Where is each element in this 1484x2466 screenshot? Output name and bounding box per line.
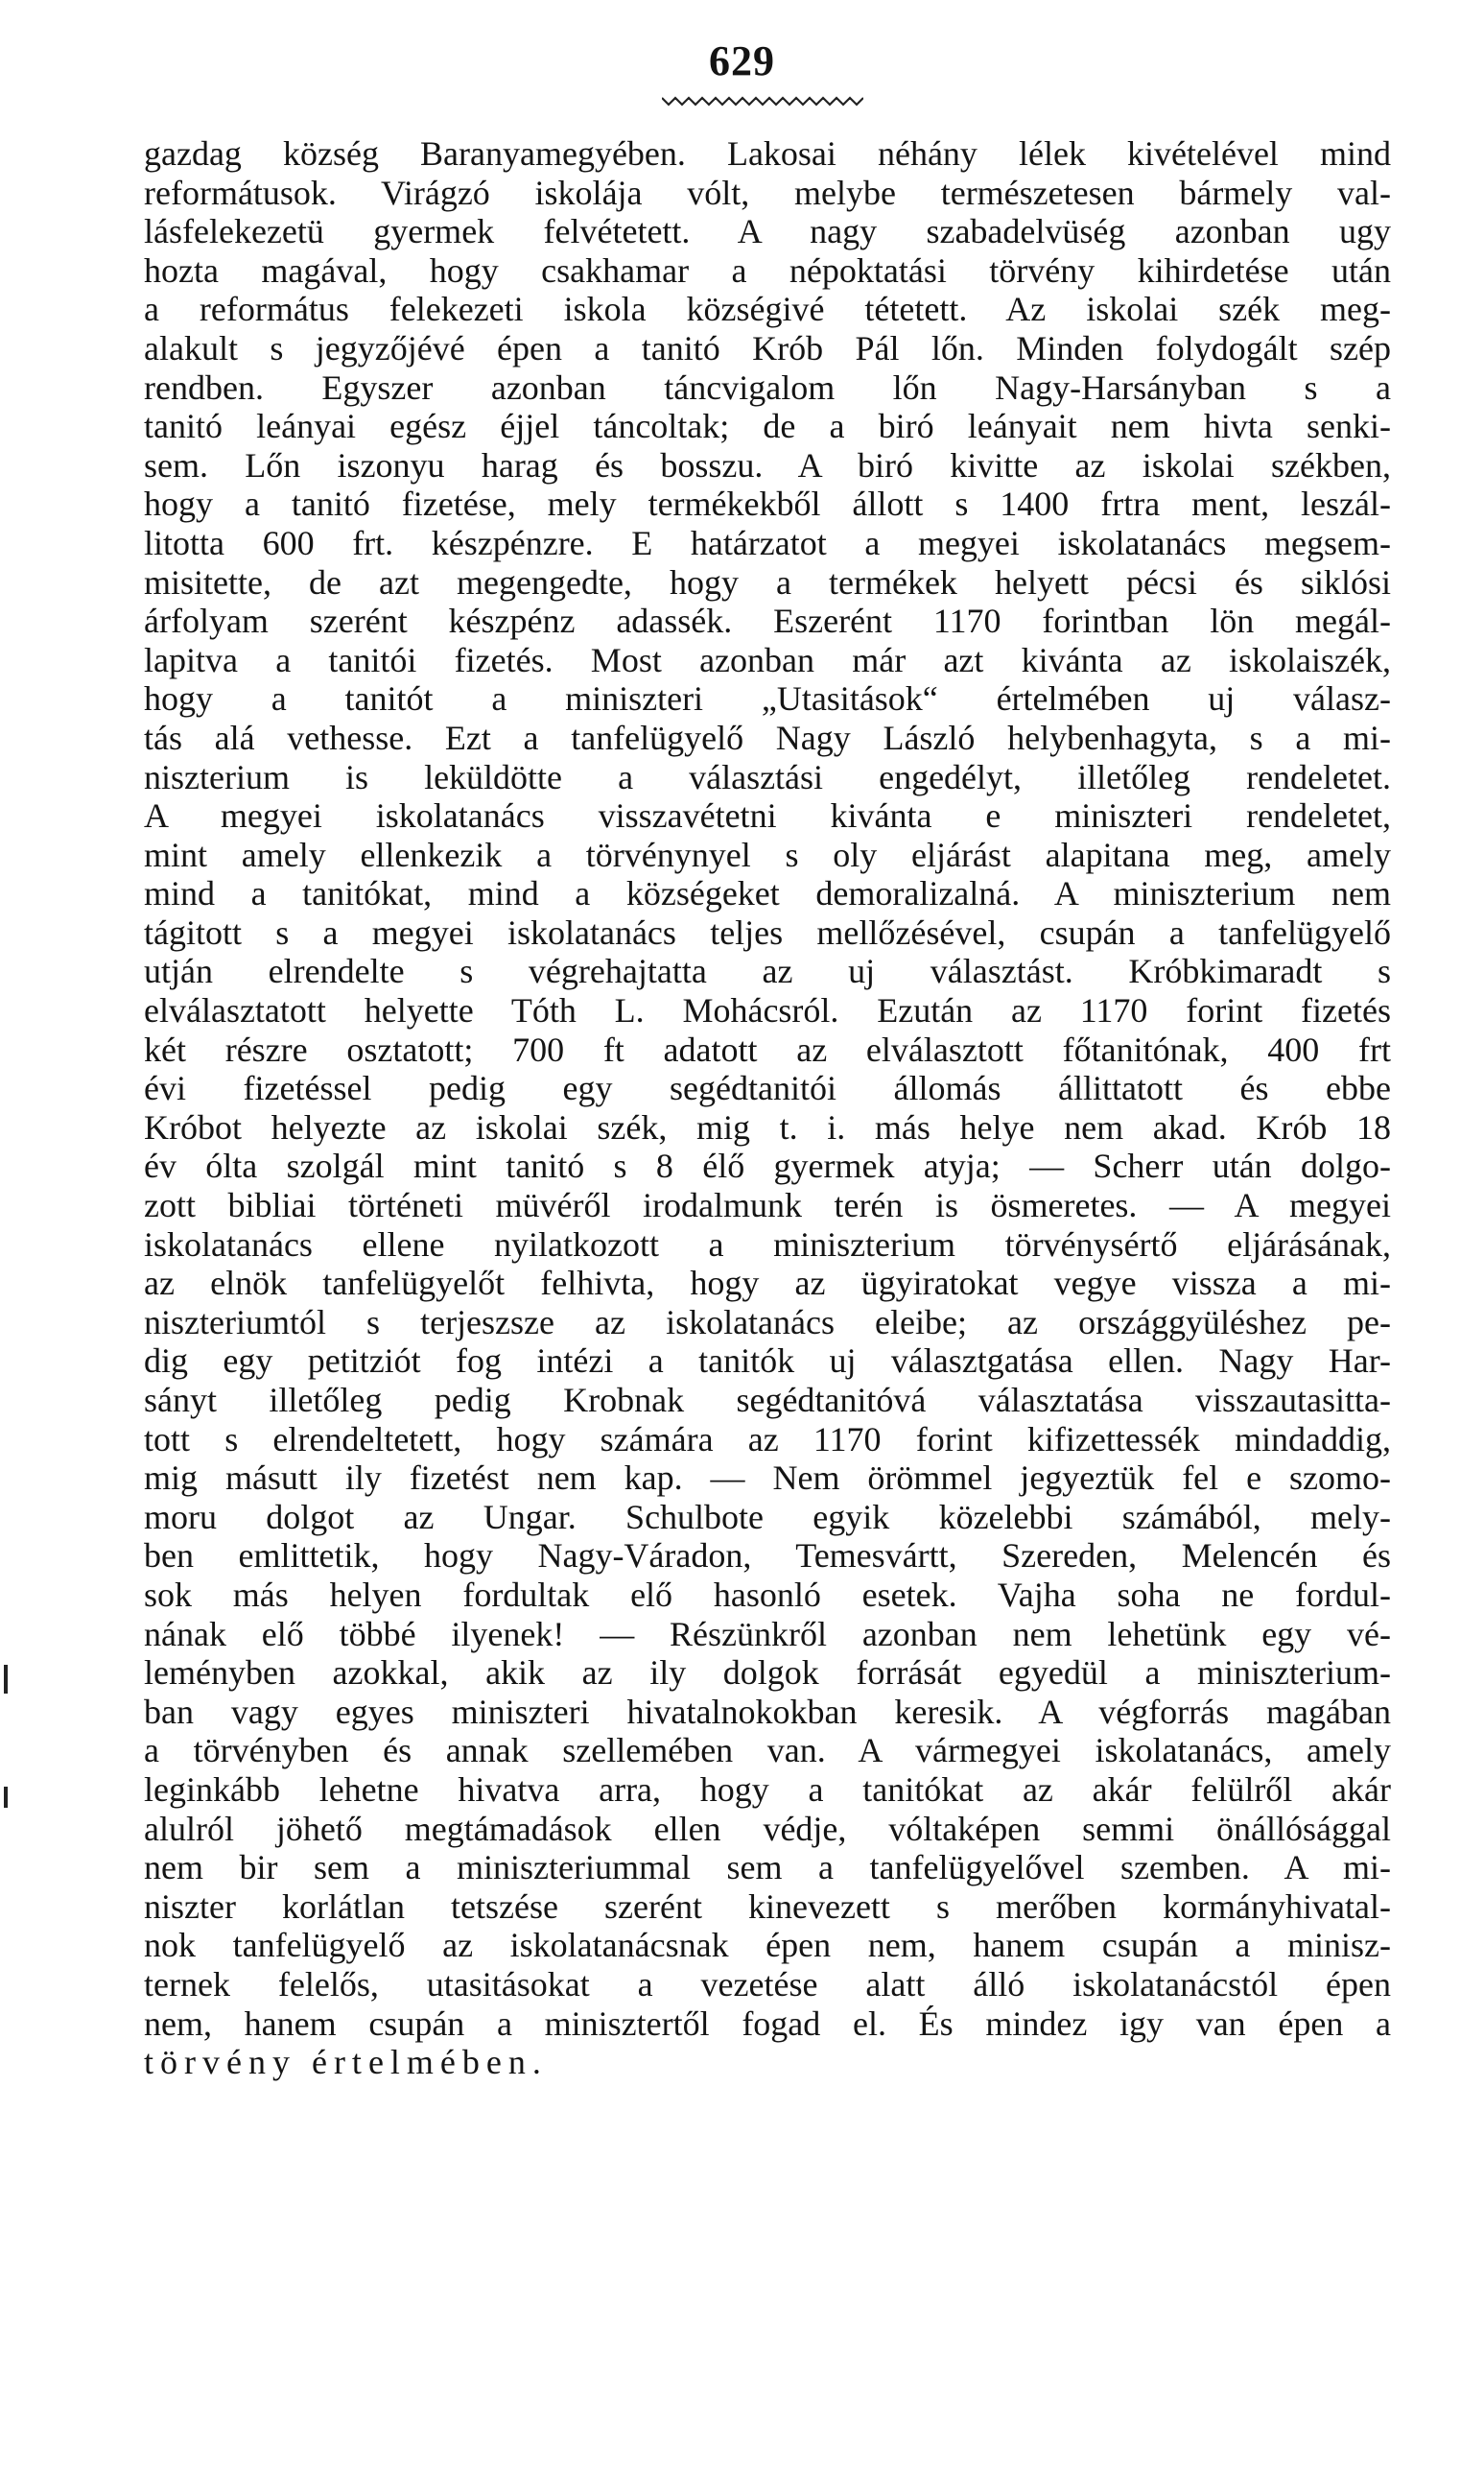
text-line: niszterium is leküldötte a választási engedélyt, illetőleg rendeletet. xyxy=(144,757,1391,796)
text-line: nem bir sem a miniszteriummal sem a tanfelügyelővel szemben. A mi- xyxy=(144,1848,1391,1887)
text-line: litotta 600 frt. készpénzre. E határzatot a megyei iskolatanács megsem- xyxy=(144,523,1391,562)
text-line: zott bibliai történeti müvéről irodalmunk terén is ösmeretes. — A megyei xyxy=(144,1186,1391,1225)
text-line: hozta magával, hogy csakhamar a népoktatási törvény kihirdetése után xyxy=(144,250,1391,290)
text-line: sányt illetőleg pedig Krobnak segédtanitóvá választatása visszautasitta- xyxy=(144,1381,1391,1419)
text-line: Króbot helyezte az iskolai szék, mig t. i. más helye nem akad. Krób 18 xyxy=(144,1107,1391,1147)
text-line: évi fizetéssel pedig egy segédtanitói állomás állittatott és ebbe xyxy=(144,1069,1391,1108)
text-line: tanitó leányai egész éjjel táncoltak; de a biró leányait nem hivta senki- xyxy=(144,407,1391,446)
page-number: 629 xyxy=(709,37,775,84)
margin-mark xyxy=(4,1787,8,1808)
text-line: rendben. Egyszer azonban táncvigalom lőn Nagy-Harsányban s a xyxy=(144,368,1391,407)
text-line: nem, hanem csupán a minisztertől fogad el. És mindez igy van épen a xyxy=(144,2004,1391,2043)
text-line: nának elő többé ilyenek! — Részünkről azonban nem lehetünk egy vé- xyxy=(144,1614,1391,1653)
text-line: hogy a tanitó fizetése, mely termékekből állott s 1400 frtra ment, leszál- xyxy=(144,485,1391,524)
text-line: mind a tanitókat, mind a községeket demoralizalná. A miniszterium nem xyxy=(144,874,1391,913)
text-line: ban vagy egyes miniszteri hivatalnokokban keresik. A végforrás magában xyxy=(144,1692,1391,1731)
text-line: ternek felelős, utasitásokat a vezetése alatt álló iskolatanácstól épen xyxy=(144,1964,1391,2004)
text-line: nok tanfelügyelő az iskolatanácsnak épen nem, hanem csupán a minisz- xyxy=(144,1926,1391,1965)
text-line: gazdag község Baranyamegyében. Lakosai néhány lélek kivételével mind xyxy=(144,134,1391,173)
text-line: a református felekezeti iskola községivé tétetett. Az iskolai szék meg- xyxy=(144,290,1391,329)
text-line: reformátusok. Virágzó iskolája vólt, melybe természetesen bármely val- xyxy=(144,173,1391,212)
text-line: árfolyam szerént készpénz adassék. Eszerént 1170 forintban lön megál- xyxy=(144,602,1391,641)
wavy-rule-ornament xyxy=(662,94,863,107)
text-line: niszteriumtól s terjeszsze az iskolatanács eleibe; az országgyüléshez pe- xyxy=(144,1302,1391,1341)
text-line-last: törvény értelmében. xyxy=(144,2043,548,2082)
text-line: A megyei iskolatanács visszavétetni kivánta e miniszteri rendeletet, xyxy=(144,796,1391,836)
text-line: a törvényben és annak szellemében van. A vármegyei iskolatanács, amely xyxy=(144,1731,1391,1770)
text-line: év ólta szolgál mint tanitó s 8 élő gyermek atyja; — Scherr után dolgo- xyxy=(144,1147,1391,1186)
text-line: alulról jöhető megtámadások ellen védje, vóltaképen semmi önállósággal xyxy=(144,1809,1391,1848)
text-line: sem. Lőn iszonyu harag és bosszu. A biró kivitte az iskolai székben, xyxy=(144,445,1391,485)
text-line: tás alá vethesse. Ezt a tanfelügyelő Nagy László helybenhagyta, s a mi- xyxy=(144,718,1391,757)
text-line: két részre osztatott; 700 ft adatott az elválasztott főtanitónak, 400 frt xyxy=(144,1030,1391,1069)
text-line: tágitott s a megyei iskolatanács teljes mellőzésével, csupán a tanfelügyelő xyxy=(144,913,1391,952)
text-line: iskolatanács ellene nyilatkozott a miniszterium törvénysértő eljárásának, xyxy=(144,1224,1391,1264)
text-line: tott s elrendeltetett, hogy számára az 1170 forint kifizettessék mindaddig, xyxy=(144,1419,1391,1458)
text-line: ben emlittetik, hogy Nagy-Váradon, Temesvártt, Szereden, Melencén és xyxy=(144,1536,1391,1576)
text-line: misitette, de azt megengedte, hogy a termékek helyett pécsi és siklósi xyxy=(144,562,1391,602)
text-line: mig másutt ily fizetést nem kap. — Nem örömmel jegyeztük fel e szomo- xyxy=(144,1458,1391,1498)
text-line: alakult s jegyzőjévé épen a tanitó Krób Pál lőn. Minden folydogált szép xyxy=(144,328,1391,368)
text-line: niszter korlátlan tetszése szerént kinevezett s merőben kormányhivatal- xyxy=(144,1886,1391,1926)
margin-mark xyxy=(4,1665,8,1694)
text-line: sok más helyen fordultak elő hasonló esetek. Vajha soha ne fordul- xyxy=(144,1575,1391,1614)
text-line: dig egy petitziót fog intézi a tanitók uj választgatása ellen. Nagy Har- xyxy=(144,1341,1391,1381)
text-line: mint amely ellenkezik a törvénynyel s oly eljárást alapitana meg, amely xyxy=(144,835,1391,874)
text-line: moru dolgot az Ungar. Schulbote egyik közelebbi számából, mely- xyxy=(144,1497,1391,1536)
text-line: leginkább lehetne hivatva arra, hogy a tanitókat az akár felülről akár xyxy=(144,1769,1391,1809)
body-text xyxy=(144,134,1391,2082)
text-line: az elnök tanfelügyelőt felhivta, hogy az ügyiratokat vegye vissza a mi- xyxy=(144,1264,1391,1303)
text-line: utján elrendelte s végrehajtatta az uj választást. Króbkimaradt s xyxy=(144,952,1391,991)
text-line: lapitva a tanitói fizetés. Most azonban már azt kivánta az iskolaiszék, xyxy=(144,640,1391,679)
text-line: hogy a tanitót a miniszteri „Utasitások“ értelmében uj válasz- xyxy=(144,679,1391,719)
text-line: lásfelekezetü gyermek felvétetett. A nagy szabadelvüség azonban ugy xyxy=(144,212,1391,251)
text-line: leményben azokkal, akik az ily dolgok forrását egyedül a miniszterium- xyxy=(144,1653,1391,1693)
text-line: elválasztatott helyette Tóth L. Mohácsról. Ezután az 1170 forint fizetés xyxy=(144,991,1391,1031)
